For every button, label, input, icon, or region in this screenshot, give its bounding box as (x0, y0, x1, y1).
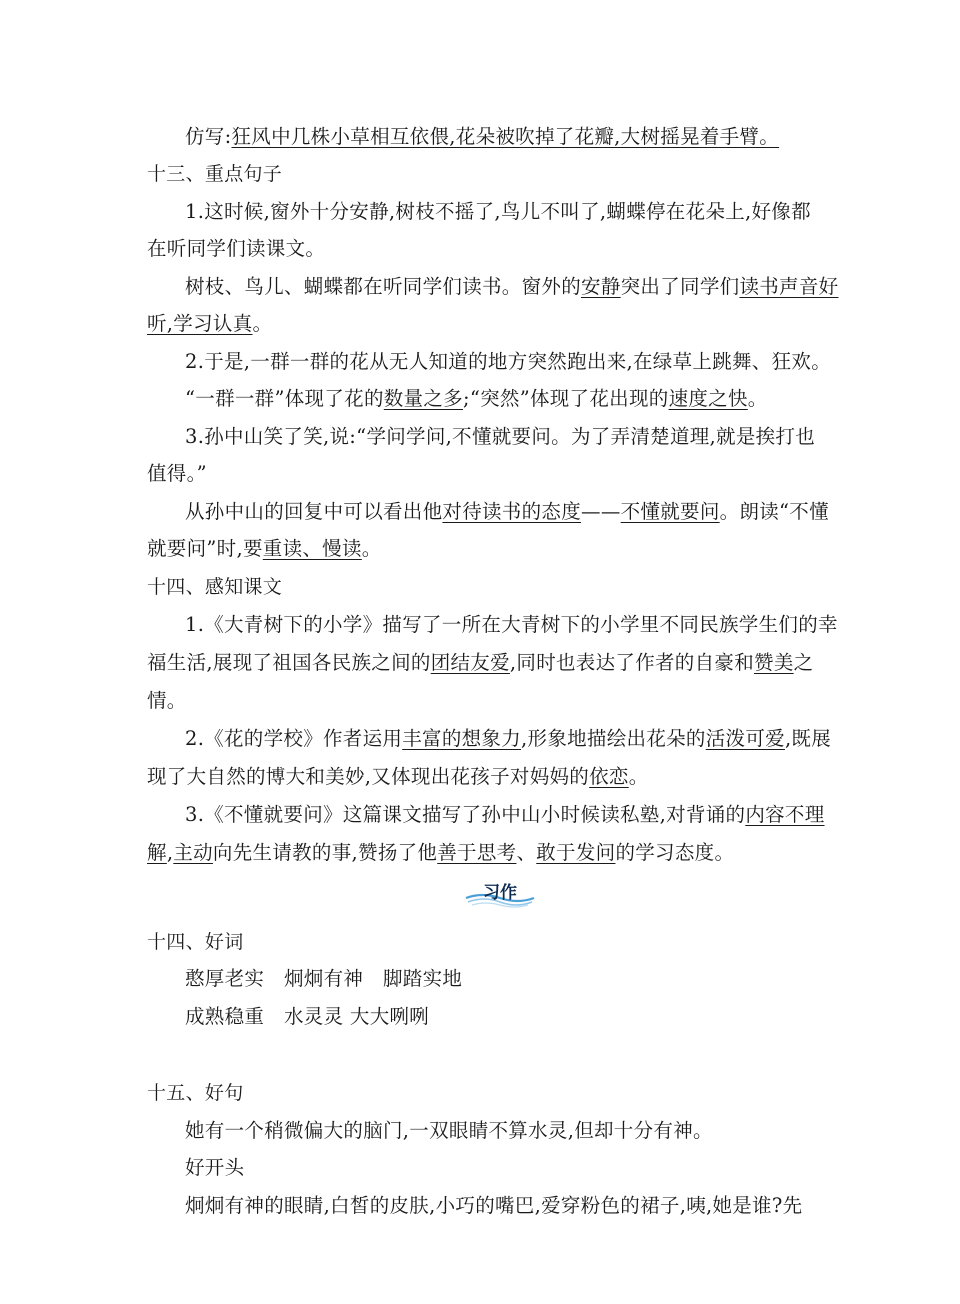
good-sentences-heading: 十五、好句 (147, 1082, 244, 1104)
text-span: 树枝、鸟儿、蝴蝶都在听同学们读书。窗外的 (185, 275, 582, 298)
text-span: ,形象地描绘出花朵的 (521, 727, 706, 750)
underlined-answer: 团结友爱 (430, 651, 510, 674)
text-span: 就要问”时,要 (147, 537, 263, 560)
sentence-1-line-2: 在听同学们读课文。 (147, 237, 326, 260)
text-span: 。 (628, 765, 649, 788)
text-span: ,同时也表达了作者的自豪和 (509, 651, 755, 674)
text-span: 3.《不懂就要问》这篇课文描写了孙中山小时候读私塾,对背诵的 (185, 803, 746, 826)
sentence-2-analysis (185, 384, 865, 414)
good-words-heading: 十四、好词 (147, 931, 244, 953)
sentence-1-line-1: 1.这时候,窗外十分安静,树枝不摇了,鸟儿不叫了,蝴蝶停在花朵上,好像都 (185, 200, 811, 223)
text-span: 。 (361, 537, 382, 560)
perception-3-line-2 (147, 838, 827, 868)
sentence-3-analysis-line-1 (185, 497, 865, 527)
underlined-answer: 听,学习认真 (147, 312, 253, 335)
sentence-1-analysis-line-2 (147, 309, 827, 339)
underlined-answer: 主动 (173, 841, 213, 864)
perception-3-line-1 (185, 800, 865, 830)
text-span: 、 (516, 841, 537, 864)
text-span: 福生活,展现了祖国各民族之间的 (147, 651, 431, 674)
text-span: 之 (793, 651, 814, 674)
text-span: ,既展 (784, 727, 832, 750)
sentence-2-line-1: 2.于是,一群一群的花从无人知道的地方突然跑出来,在绿草上跳舞、狂欢。 (185, 350, 832, 373)
perception-2-line-1 (185, 724, 865, 754)
text-span: 。 (252, 312, 273, 335)
section-13-heading: 十三、重点句子 (147, 163, 283, 185)
underlined-answer: 不懂就要问 (620, 500, 720, 523)
sentence-3-line-1: 3.孙中山笑了笑,说:“学问学问,不懂就要问。为了弄清楚道理,就是挨打也 (185, 425, 816, 448)
underlined-answer: 内容不理 (745, 803, 825, 826)
text-span: 。朗读“不懂 (719, 500, 829, 523)
good-words-row-2: 成熟稳重 水灵灵 大大咧咧 (185, 1005, 430, 1028)
text-span: ;“突然”体现了花出现的 (462, 387, 669, 410)
perception-2-line-2 (147, 762, 827, 792)
underlined-answer: 丰富的想象力 (402, 727, 522, 750)
text-span: 从孙中山的回复中可以看出他 (185, 500, 443, 523)
text-span: “一群一群”体现了花的 (185, 387, 384, 410)
perception-1-line-3: 情。 (147, 689, 187, 712)
text-span: 的学习态度。 (615, 841, 735, 864)
text-span: 向先生请教的事,赞扬了他 (212, 841, 438, 864)
underlined-answer: 善于思考 (437, 841, 517, 864)
good-words-row-1: 憨厚老实 炯炯有神 脚踏实地 (185, 967, 463, 990)
good-opening-label: 好开头 (185, 1156, 245, 1179)
imitation-line (185, 122, 865, 152)
sentence-3-analysis-line-2 (147, 534, 827, 564)
sentence-3-line-2: 值得。” (147, 462, 207, 485)
sentence-1-analysis-line-1 (185, 272, 865, 302)
imitation-label: 仿写: (185, 125, 232, 148)
underlined-answer: 赞美 (754, 651, 794, 674)
text-span: —— (581, 500, 621, 523)
underlined-answer: 安静 (581, 275, 621, 298)
good-sentence-2: 炯炯有神的眼睛,白皙的皮肤,小巧的嘴巴,爱穿粉色的裙子,咦,她是谁?先 (185, 1194, 803, 1217)
perception-1-line-1: 1.《大青树下的小学》描写了一所在大青树下的小学里不同民族学生们的幸 (185, 613, 838, 636)
underlined-answer: 重读、慢读 (262, 537, 362, 560)
underlined-answer: 敢于发问 (536, 841, 616, 864)
good-sentence-1: 她有一个稍微偏大的脑门,一双眼睛不算水灵,但却十分有神。 (185, 1119, 713, 1142)
underlined-answer: 数量之多 (383, 387, 463, 410)
underlined-answer: 速度之快 (668, 387, 748, 410)
text-span: 现了大自然的博大和美妙,又体现出花孩子对妈妈的 (147, 765, 590, 788)
text-span: 。 (747, 387, 768, 410)
text-span: , (166, 841, 174, 864)
underlined-answer: 活泼可爱 (705, 727, 785, 750)
underlined-answer: 解 (147, 841, 167, 864)
text-span: 突出了同学们 (620, 275, 740, 298)
underlined-answer: 读书声音好 (739, 275, 839, 298)
text-span: 2.《花的学校》作者运用 (185, 727, 403, 750)
underlined-answer: 对待读书的态度 (442, 500, 582, 523)
section-14-heading: 十四、感知课文 (147, 576, 283, 598)
writing-section-banner (462, 876, 538, 908)
underlined-answer: 依恋 (589, 765, 629, 788)
imitation-text: 狂风中几株小草相互依偎,花朵被吹掉了花瓣,大树摇晃着手臂。 (231, 125, 780, 148)
banner-title: 习作 (483, 883, 517, 903)
perception-1-line-2 (147, 648, 827, 678)
